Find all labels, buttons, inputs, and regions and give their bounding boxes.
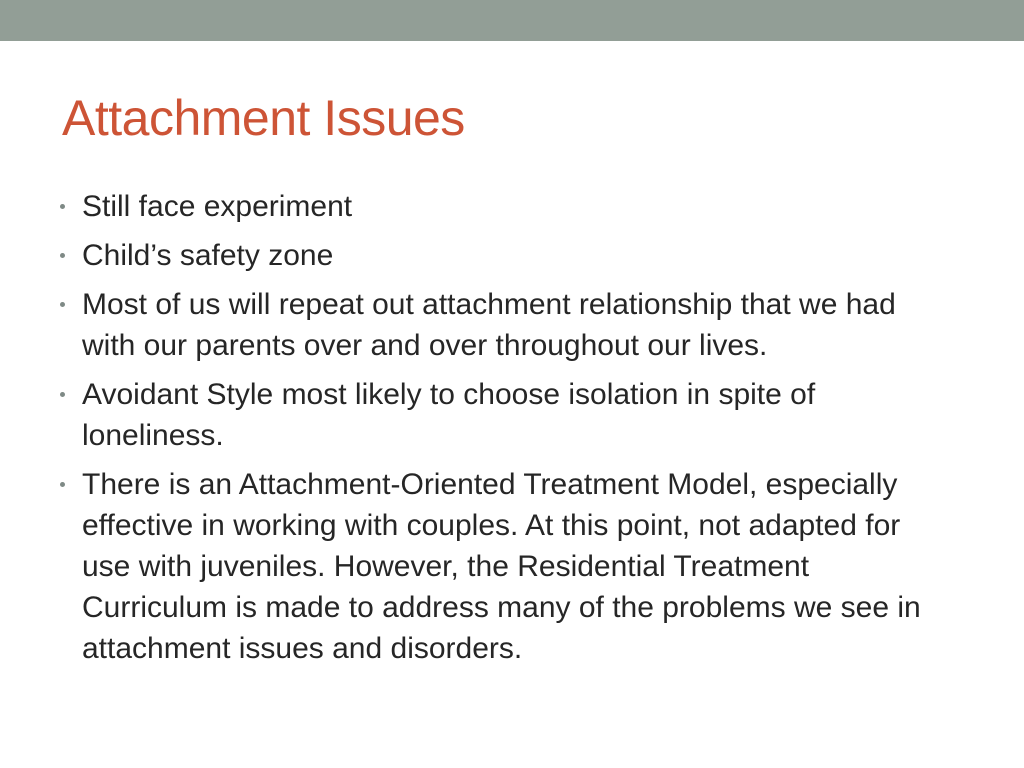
header-band <box>0 0 1024 41</box>
bullet-item <box>56 284 956 366</box>
bullet-dot-icon <box>60 302 65 307</box>
bullet-item <box>56 374 956 456</box>
bullet-item <box>56 186 956 227</box>
bullet-text: There is an Attachment-Oriented Treatment Model, especially effective in working with couples. At this point, not adapted for use with juveniles. However, the Residential Treatment Curriculum is made to address many of the problems we see in attachment issues and disorders. <box>82 468 921 665</box>
bullet-text: Most of us will repeat out attachment relationship that we had with our parents over and over throughout our lives. <box>82 288 896 362</box>
bullet-list <box>56 186 956 677</box>
bullet-text: Child’s safety zone <box>82 239 334 272</box>
slide-title: Attachment Issues <box>62 90 465 146</box>
bullet-text: Avoidant Style most likely to choose isolation in spite of loneliness. <box>82 378 816 452</box>
bullet-dot-icon <box>60 253 65 258</box>
bullet-item <box>56 464 956 669</box>
bullet-item <box>56 235 956 276</box>
bullet-dot-icon <box>60 482 65 487</box>
bullet-dot-icon <box>60 392 65 397</box>
bullet-text: Still face experiment <box>82 190 353 223</box>
bullet-dot-icon <box>60 204 65 209</box>
